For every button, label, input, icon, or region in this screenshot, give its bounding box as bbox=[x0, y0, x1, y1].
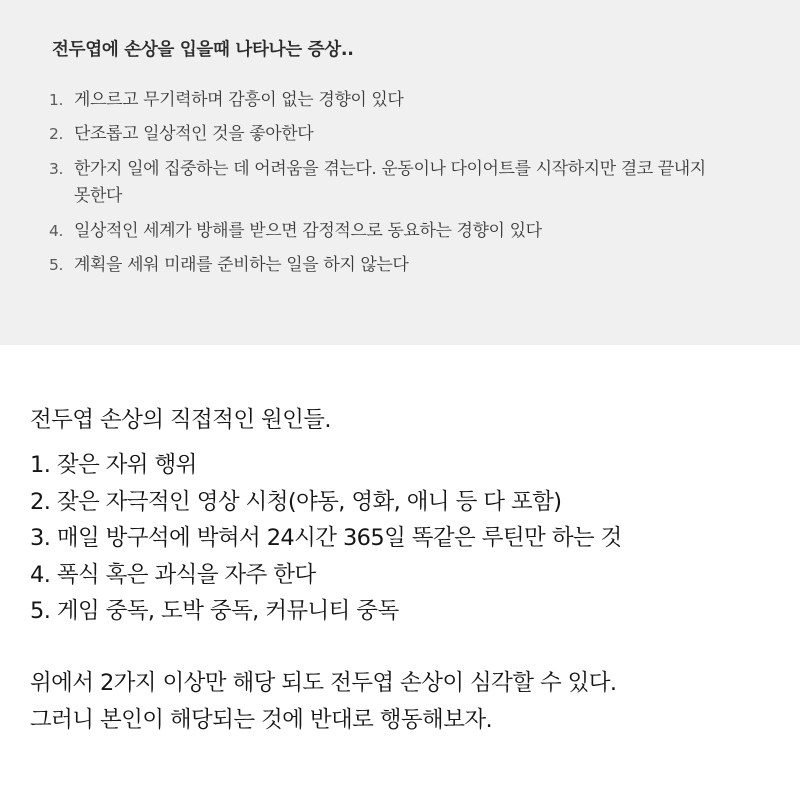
card-title: 전두엽에 손상을 입을때 나타나는 증상.. bbox=[52, 40, 354, 60]
list-item: 1. 잦은 자위 행위 bbox=[30, 452, 197, 479]
list-item bbox=[44, 156, 756, 211]
symptoms-card bbox=[0, 0, 800, 345]
list-item-number: 2. bbox=[49, 125, 63, 144]
closing-line: 그러니 본인이 해당되는 것에 반대로 행동해보자. bbox=[30, 706, 493, 733]
causes-heading: 전두엽 손상의 직접적인 원인들. bbox=[30, 407, 331, 433]
list-item-text: 일상적인 세계가 방해를 받으면 감정적으로 동요하는 경향이 있다 bbox=[74, 220, 542, 241]
list-item: 5. 게임 중독, 도박 중독, 커뮤니티 중독 bbox=[30, 597, 399, 624]
list-item-text: 한가지 일에 집중하는 데 어려움을 겪는다. 운동이나 다이어트를 시작하지만 결코 끝내지 못한다 bbox=[74, 158, 706, 207]
list-item-number: 3. bbox=[49, 159, 63, 178]
list-item: 3. 매일 방구석에 박혀서 24시간 365일 똑같은 루틴만 하는 것 bbox=[30, 525, 622, 552]
closing-paragraph bbox=[30, 665, 770, 738]
list-item bbox=[44, 252, 756, 280]
list-item-number: 5. bbox=[49, 256, 63, 275]
list-item: 4. 폭식 혹은 과식을 자주 한다 bbox=[30, 561, 316, 588]
causes-section bbox=[0, 345, 800, 738]
symptoms-list bbox=[44, 87, 756, 280]
causes-list bbox=[30, 447, 770, 629]
list-item: 2. 잦은 자극적인 영상 시청(야동, 영화, 애니 등 다 포함) bbox=[30, 488, 562, 515]
list-item bbox=[44, 87, 756, 115]
paragraph-spacer bbox=[30, 629, 770, 665]
list-item-text: 계획을 세워 미래를 준비하는 일을 하지 않는다 bbox=[74, 255, 409, 276]
list-item-number: 4. bbox=[49, 221, 63, 240]
list-item-text: 단조롭고 일상적인 것을 좋아한다 bbox=[74, 124, 314, 145]
list-item-text: 게으르고 무기력하며 감흥이 없는 경향이 있다 bbox=[74, 89, 404, 110]
closing-line: 위에서 2가지 이상만 해당 되도 전두엽 손상이 심각할 수 있다. bbox=[30, 670, 617, 697]
list-item bbox=[44, 121, 756, 149]
list-item bbox=[44, 218, 756, 246]
list-item-number: 1. bbox=[49, 90, 63, 109]
